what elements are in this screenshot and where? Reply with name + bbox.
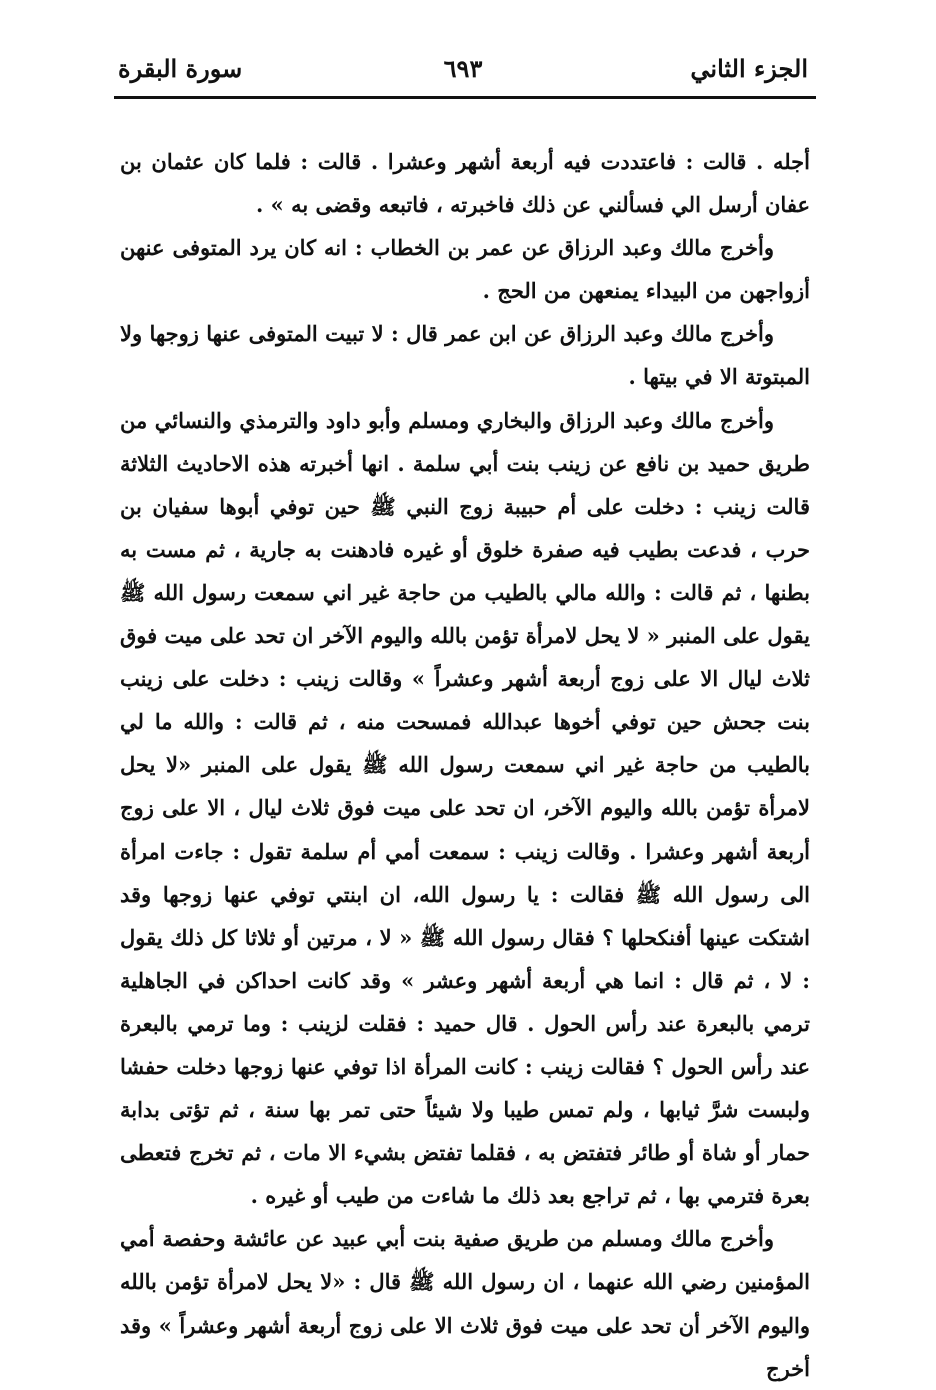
paragraph: وأخرج مالك وعبد الرزاق والبخاري ومسلم وأبو داود والترمذي والنسائي من طريق حميد بن نافع عن زينب بنت أبي سلمة . انها أخبرته هذه الاحاديث الثلاثة قالت زينب : دخلت على أم حبيبة زوج النبي ﷺ حين توفي أبوها سفيان بن حرب ، فدعت بطيب فيه صفرة خلوق أو غيره فادهنت به جارية ، ثم مست به بطنها ، ثم قالت : والله مالي بالطيب من حاجة غير اني سمعت رسول الله ﷺ يقول على المنبر « لا يحل لامرأة تؤمن بالله واليوم الآخر ان تحد على ميت فوق ثلاث ليال الا على زوج أربعة أشهر وعشراً » وقالت زينب : دخلت على زينب بنت جحش حين توفي أخوها عبدالله فمسحت منه ، ثم قالت : والله ما لي بالطيب من حاجة غير اني سمعت رسول الله ﷺ يقول على المنبر «لا يحل لامرأة تؤمن بالله واليوم الآخر، ان تحد على ميت فوق ثلاث ليال ، الا على زوج أربعة أشهر وعشرا . وقالت زينب : سمعت أمي أم سلمة تقول : جاءت امرأة الى رسول الله ﷺ فقالت : يا رسول الله، ان ابنتي توفي عنها زوجها وقد اشتكت عينها أفنكحلها ؟ فقال رسول الله ﷺ « لا ، مرتين أو ثلاثا كل ذلك يقول : لا ، ثم قال : انما هي أربعة أشهر وعشر » وقد كانت احداكن في الجاهلية ترمي بالبعرة عند رأس الحول . قال حميد : فقلت لزينب : وما ترمي بالبعرة عند رأس الحول ؟ فقالت زينب : كانت المرأة اذا توفي عنها زوجها دخلت حفشا ولبست شرَّ ثيابها ، ولم تمس طيبا ولا شيئاً حتى تمر بها سنة ، ثم تؤتى بدابة حمار أو شاة أو طائر فتفتض به ، فقلما تفتض بشيء الا مات ، ثم تخرج فتعطى بعرة فترمي بها ، ثم تراجع بعد ذلك ما شاءت من طيب أو غيره . [120,407,810,1209]
page-header [118,52,808,94]
surah-title: سورة البقرة [118,54,243,83]
page-number: ٦٩٣ [443,54,483,83]
paragraph: أجله . قالت : فاعتددت فيه أربعة أشهر وعشرا . قالت : فلما كان عثمان بن عفان أرسل الي فسألني عن ذلك فاخبرته ، فاتبعه وقضى به » . [120,149,810,218]
paragraph: وأخرج مالك ومسلم من طريق صفية بنت أبي عبيد عن عائشة وحفصة أمي المؤمنين رضي الله عنهما ، ان رسول الله ﷺ قال : «لا يحل لامرأة تؤمن بالله واليوم الآخر أن تحد على ميت فوق ثلاث الا على زوج أربعة أشهر وعشراً » وقد أخرج [120,1226,810,1381]
volume-title: الجزء الثاني [690,54,808,83]
header-divider [114,96,816,99]
paragraph: وأخرج مالك وعبد الرزاق عن ابن عمر قال : لا تبيت المتوفى عنها زوجها ولا المبتوتة الا في بيتها . [120,321,810,390]
paragraph: وأخرج مالك وعبد الرزاق عن عمر بن الخطاب : انه كان يرد المتوفى عنهن أزواجهن من البيداء يمنعهن من الحج . [120,235,810,304]
page-body [120,140,810,1390]
